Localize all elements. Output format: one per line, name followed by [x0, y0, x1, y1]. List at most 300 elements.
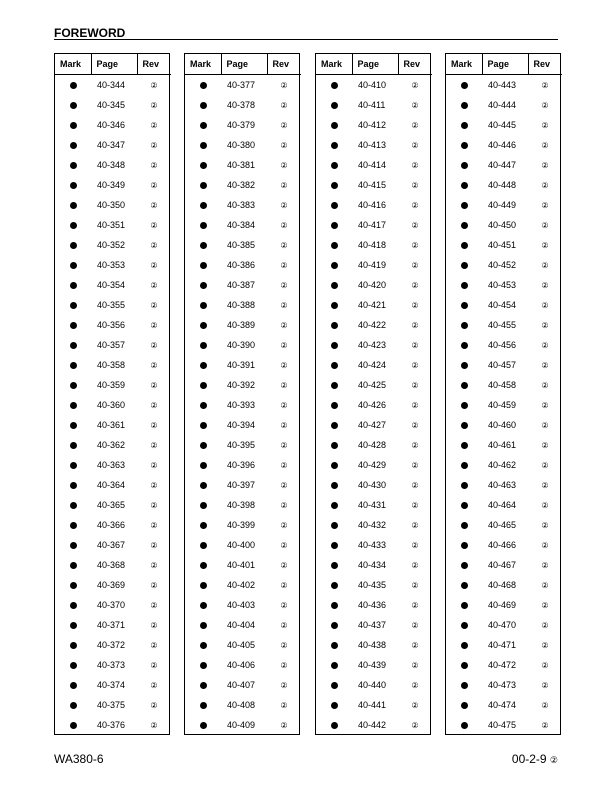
page-cell: 40-449: [488, 200, 517, 210]
table-row: [185, 135, 301, 155]
rev-cell: ②: [150, 280, 158, 290]
table-row: [446, 355, 562, 375]
mark-cell: [316, 75, 352, 96]
table-row: [316, 675, 432, 695]
rev-cell: ②: [411, 320, 419, 330]
page-cell: 40-356: [97, 320, 126, 330]
rev-cell: ②: [541, 560, 549, 570]
rev-cell: ②: [411, 440, 419, 450]
page-cell: 40-472: [488, 660, 517, 670]
table-row: [316, 515, 432, 535]
mark-cell: [316, 475, 352, 495]
rev-cell: ②: [411, 520, 419, 530]
table-row: [446, 215, 562, 235]
mark-cell: [55, 455, 91, 475]
rev-cell: ②: [541, 640, 549, 650]
mark-cell: [185, 415, 221, 435]
table-row: [446, 595, 562, 615]
rev-cell: ②: [150, 660, 158, 670]
bullet-icon: [200, 442, 207, 449]
bullet-icon: [70, 702, 77, 709]
page-cell: 40-460: [488, 420, 517, 430]
page-cell: 40-386: [227, 260, 256, 270]
header-rule: [54, 39, 558, 40]
rev-cell: ②: [150, 540, 158, 550]
page-cell: 40-377: [227, 80, 256, 90]
mark-cell: [185, 335, 221, 355]
rev-cell: ②: [280, 420, 288, 430]
table-row: [316, 695, 432, 715]
mark-cell: [55, 135, 91, 155]
page-cell: 40-349: [97, 180, 126, 190]
bullet-icon: [461, 102, 468, 109]
rev-cell: ②: [150, 360, 158, 370]
page-cell: 40-369: [97, 580, 126, 590]
mark-cell: [316, 175, 352, 195]
bullet-icon: [461, 122, 468, 129]
page-cell: 40-371: [97, 620, 126, 630]
bullet-icon: [461, 342, 468, 349]
bullet-icon: [70, 682, 77, 689]
mark-cell: [446, 115, 482, 135]
rev-column-header: Rev: [137, 54, 171, 75]
page-cell: 40-445: [488, 120, 517, 130]
rev-cell: ②: [541, 100, 549, 110]
table-row: [55, 675, 171, 695]
page-cell: 40-346: [97, 120, 126, 130]
table-row: [185, 115, 301, 135]
rev-cell: ②: [150, 440, 158, 450]
bullet-icon: [70, 622, 77, 629]
page-cell: 40-429: [358, 460, 387, 470]
table-row: [316, 135, 432, 155]
bullet-icon: [461, 302, 468, 309]
table-row: [185, 635, 301, 655]
mark-cell: [55, 155, 91, 175]
table-row: [316, 715, 432, 735]
bullet-icon: [461, 662, 468, 669]
table-row: [316, 555, 432, 575]
page-cell: 40-398: [227, 500, 256, 510]
bullet-icon: [331, 102, 338, 109]
mark-cell: [185, 555, 221, 575]
bullet-icon: [70, 302, 77, 309]
table-row: [446, 655, 562, 675]
rev-cell: ②: [411, 240, 419, 250]
page-cell: 40-352: [97, 240, 126, 250]
bullet-icon: [461, 722, 468, 729]
rev-cell: ②: [411, 660, 419, 670]
table-row: [185, 195, 301, 215]
table-row: [55, 275, 171, 295]
table-row: [316, 95, 432, 115]
page-cell: 40-393: [227, 400, 256, 410]
rev-cell: ②: [280, 540, 288, 550]
bullet-icon: [331, 682, 338, 689]
mark-column-header: Mark: [316, 54, 352, 75]
table-row: [446, 715, 562, 735]
bullet-icon: [200, 242, 207, 249]
page-cell: 40-422: [358, 320, 387, 330]
page-cell: 40-413: [358, 140, 387, 150]
page-cell: 40-464: [488, 500, 517, 510]
table-row: [446, 535, 562, 555]
mark-cell: [446, 235, 482, 255]
page-cell: 40-411: [358, 100, 386, 110]
bullet-icon: [331, 482, 338, 489]
table-row: [55, 575, 171, 595]
bullet-icon: [70, 462, 77, 469]
mark-cell: [446, 695, 482, 715]
rev-cell: ②: [541, 540, 549, 550]
mark-cell: [185, 635, 221, 655]
mark-cell: [316, 115, 352, 135]
page-cell: 40-421: [358, 300, 387, 310]
bullet-icon: [331, 562, 338, 569]
bullet-icon: [200, 602, 207, 609]
table-row: [185, 275, 301, 295]
page-cell: 40-359: [97, 380, 126, 390]
rev-cell: ②: [541, 140, 549, 150]
rev-cell: ②: [541, 160, 549, 170]
mark-cell: [55, 115, 91, 135]
page-cell: 40-347: [97, 140, 126, 150]
bullet-icon: [331, 382, 338, 389]
rev-cell: ②: [541, 680, 549, 690]
bullet-icon: [70, 102, 77, 109]
page-cell: 40-430: [358, 480, 387, 490]
table-row: [185, 255, 301, 275]
page-cell: 40-425: [358, 380, 387, 390]
page-cell: 40-399: [227, 520, 256, 530]
bullet-icon: [70, 142, 77, 149]
table-row: [55, 215, 171, 235]
rev-cell: ②: [280, 120, 288, 130]
page-cell: 40-465: [488, 520, 517, 530]
rev-cell: ②: [541, 240, 549, 250]
table-row: [55, 155, 171, 175]
rev-cell: ②: [280, 160, 288, 170]
table-row: [55, 555, 171, 575]
rev-cell: ②: [280, 720, 288, 730]
bullet-icon: [331, 282, 338, 289]
page-cell: 40-442: [358, 720, 387, 730]
mark-cell: [446, 555, 482, 575]
bullet-icon: [331, 242, 338, 249]
page-cell: 40-463: [488, 480, 517, 490]
mark-cell: [316, 375, 352, 395]
rev-cell: ②: [280, 380, 288, 390]
page-column-header: Page: [352, 54, 398, 75]
mark-cell: [55, 635, 91, 655]
bullet-icon: [70, 522, 77, 529]
rev-cell: ②: [411, 480, 419, 490]
bullet-icon: [200, 542, 207, 549]
mark-cell: [446, 155, 482, 175]
rev-cell: ②: [280, 320, 288, 330]
mark-cell: [55, 315, 91, 335]
mark-cell: [446, 715, 482, 735]
table-row: [55, 455, 171, 475]
rev-cell: ②: [280, 660, 288, 670]
table-row: [55, 195, 171, 215]
page-cell: 40-388: [227, 300, 256, 310]
rev-cell: ②: [541, 600, 549, 610]
rev-cell: ②: [280, 600, 288, 610]
rev-cell: ②: [150, 160, 158, 170]
mark-cell: [316, 235, 352, 255]
mark-cell: [185, 155, 221, 175]
rev-cell: ②: [150, 580, 158, 590]
page-cell: 40-382: [227, 180, 256, 190]
bullet-icon: [70, 202, 77, 209]
bullet-icon: [200, 302, 207, 309]
page-cell: 40-440: [358, 680, 387, 690]
rev-cell: ②: [411, 180, 419, 190]
table-row: [55, 615, 171, 635]
rev-cell: ②: [280, 460, 288, 470]
table-row: [446, 495, 562, 515]
rev-cell: ②: [411, 380, 419, 390]
mark-cell: [316, 455, 352, 475]
bullet-icon: [70, 362, 77, 369]
bullet-icon: [70, 582, 77, 589]
mark-cell: [185, 355, 221, 375]
mark-cell: [446, 255, 482, 275]
table-row: [185, 555, 301, 575]
page-cell: 40-475: [488, 720, 517, 730]
table-row: [55, 115, 171, 135]
rev-cell: ②: [280, 680, 288, 690]
mark-cell: [185, 135, 221, 155]
mark-cell: [55, 375, 91, 395]
bullet-icon: [200, 582, 207, 589]
table-row: [316, 235, 432, 255]
page-cell: 40-410: [358, 80, 387, 90]
rev-cell: ②: [280, 100, 288, 110]
mark-cell: [55, 235, 91, 255]
page-cell: 40-373: [97, 660, 126, 670]
page-cell: 40-470: [488, 620, 517, 630]
rev-cell: ②: [541, 400, 549, 410]
table-row: [316, 115, 432, 135]
bullet-icon: [200, 82, 207, 89]
bullet-icon: [461, 402, 468, 409]
rev-cell: ②: [150, 480, 158, 490]
rev-cell: ②: [541, 320, 549, 330]
rev-cell: ②: [280, 480, 288, 490]
rev-cell: ②: [150, 180, 158, 190]
table-row: [185, 95, 301, 115]
page-cell: 40-436: [358, 600, 387, 610]
rev-cell: ②: [541, 620, 549, 630]
page-cell: 40-423: [358, 340, 387, 350]
page-cell: 40-467: [488, 560, 517, 570]
mark-cell: [185, 595, 221, 615]
page-cell: 40-392: [227, 380, 256, 390]
bullet-icon: [200, 622, 207, 629]
bullet-icon: [200, 482, 207, 489]
mark-cell: [185, 315, 221, 335]
table-row: [446, 435, 562, 455]
page-cell: 40-452: [488, 260, 517, 270]
page-cell: 40-455: [488, 320, 517, 330]
bullet-icon: [461, 502, 468, 509]
rev-cell: ②: [411, 560, 419, 570]
table-row: [55, 695, 171, 715]
mark-cell: [185, 395, 221, 415]
table-row: [185, 235, 301, 255]
mark-cell: [316, 595, 352, 615]
mark-cell: [446, 135, 482, 155]
footer-model: WA380-6: [54, 752, 104, 766]
page-cell: 40-437: [358, 620, 387, 630]
table-row: [185, 675, 301, 695]
bullet-icon: [200, 562, 207, 569]
page-cell: 40-396: [227, 460, 256, 470]
rev-cell: ②: [411, 200, 419, 210]
table-row: [185, 715, 301, 735]
bullet-icon: [461, 682, 468, 689]
table-row: [55, 75, 171, 96]
bullet-icon: [331, 262, 338, 269]
page-cell: 40-376: [97, 720, 126, 730]
footer-rev-mark: ②: [549, 755, 558, 765]
table-row: [316, 495, 432, 515]
bullet-icon: [70, 722, 77, 729]
page-cell: 40-415: [358, 180, 387, 190]
bullet-icon: [70, 222, 77, 229]
bullet-icon: [331, 602, 338, 609]
table-row: [55, 175, 171, 195]
rev-cell: ②: [280, 700, 288, 710]
rev-cell: ②: [280, 640, 288, 650]
mark-cell: [316, 355, 352, 375]
rev-cell: ②: [541, 340, 549, 350]
rev-cell: ②: [150, 260, 158, 270]
page-cell: 40-458: [488, 380, 517, 390]
bullet-icon: [200, 502, 207, 509]
page-cell: 40-350: [97, 200, 126, 210]
table-row: [185, 375, 301, 395]
bullet-icon: [200, 142, 207, 149]
page-column-header: Page: [91, 54, 137, 75]
page-column-header: Page: [221, 54, 267, 75]
rev-cell: ②: [280, 580, 288, 590]
rev-cell: ②: [411, 140, 419, 150]
mark-cell: [55, 615, 91, 635]
rev-column-header: Rev: [398, 54, 432, 75]
mark-cell: [316, 295, 352, 315]
table-row: [446, 415, 562, 435]
bullet-icon: [331, 402, 338, 409]
bullet-icon: [200, 722, 207, 729]
rev-cell: ②: [541, 660, 549, 670]
page-cell: 40-438: [358, 640, 387, 650]
mark-cell: [446, 675, 482, 695]
table-row: [55, 95, 171, 115]
mark-cell: [316, 435, 352, 455]
rev-cell: ②: [541, 380, 549, 390]
page-cell: 40-366: [97, 520, 126, 530]
mark-cell: [316, 715, 352, 735]
table-row: [185, 495, 301, 515]
table-row: [55, 315, 171, 335]
rev-cell: ②: [541, 500, 549, 510]
mark-cell: [446, 315, 482, 335]
revision-table: [315, 53, 431, 735]
rev-cell: ②: [280, 400, 288, 410]
table-row: [185, 475, 301, 495]
table-row: [185, 515, 301, 535]
mark-cell: [185, 215, 221, 235]
mark-cell: [446, 475, 482, 495]
bullet-icon: [331, 142, 338, 149]
rev-cell: ②: [280, 240, 288, 250]
table-row: [185, 335, 301, 355]
bullet-icon: [70, 402, 77, 409]
rev-cell: ②: [280, 560, 288, 570]
table-row: [185, 295, 301, 315]
mark-cell: [55, 675, 91, 695]
bullet-icon: [331, 522, 338, 529]
page-cell: 40-412: [358, 120, 387, 130]
rev-cell: ②: [280, 220, 288, 230]
table-row: [446, 315, 562, 335]
mark-cell: [185, 235, 221, 255]
bullet-icon: [461, 222, 468, 229]
page-cell: 40-370: [97, 600, 126, 610]
mark-cell: [316, 275, 352, 295]
bullet-icon: [331, 642, 338, 649]
page-cell: 40-447: [488, 160, 517, 170]
table-row: [55, 635, 171, 655]
bullet-icon: [200, 682, 207, 689]
rev-cell: ②: [150, 600, 158, 610]
bullet-icon: [461, 622, 468, 629]
mark-cell: [55, 335, 91, 355]
table-row: [185, 155, 301, 175]
mark-cell: [55, 415, 91, 435]
bullet-icon: [331, 702, 338, 709]
page-cell: 40-378: [227, 100, 256, 110]
page-cell: 40-404: [227, 620, 256, 630]
mark-cell: [185, 295, 221, 315]
mark-column-header: Mark: [185, 54, 221, 75]
page-cell: 40-443: [488, 80, 517, 90]
table-row: [185, 695, 301, 715]
bullet-icon: [70, 602, 77, 609]
page-cell: 40-379: [227, 120, 256, 130]
page-cell: 40-454: [488, 300, 517, 310]
mark-cell: [316, 495, 352, 515]
table-row: [316, 575, 432, 595]
table-row: [446, 395, 562, 415]
bullet-icon: [331, 722, 338, 729]
page-cell: 40-394: [227, 420, 256, 430]
bullet-icon: [461, 282, 468, 289]
mark-cell: [446, 575, 482, 595]
rev-cell: ②: [411, 580, 419, 590]
rev-cell: ②: [150, 680, 158, 690]
bullet-icon: [461, 322, 468, 329]
table-row: [446, 335, 562, 355]
rev-cell: ②: [541, 280, 549, 290]
bullet-icon: [461, 242, 468, 249]
mark-cell: [446, 395, 482, 415]
table-row: [316, 455, 432, 475]
page-cell: 40-368: [97, 560, 126, 570]
